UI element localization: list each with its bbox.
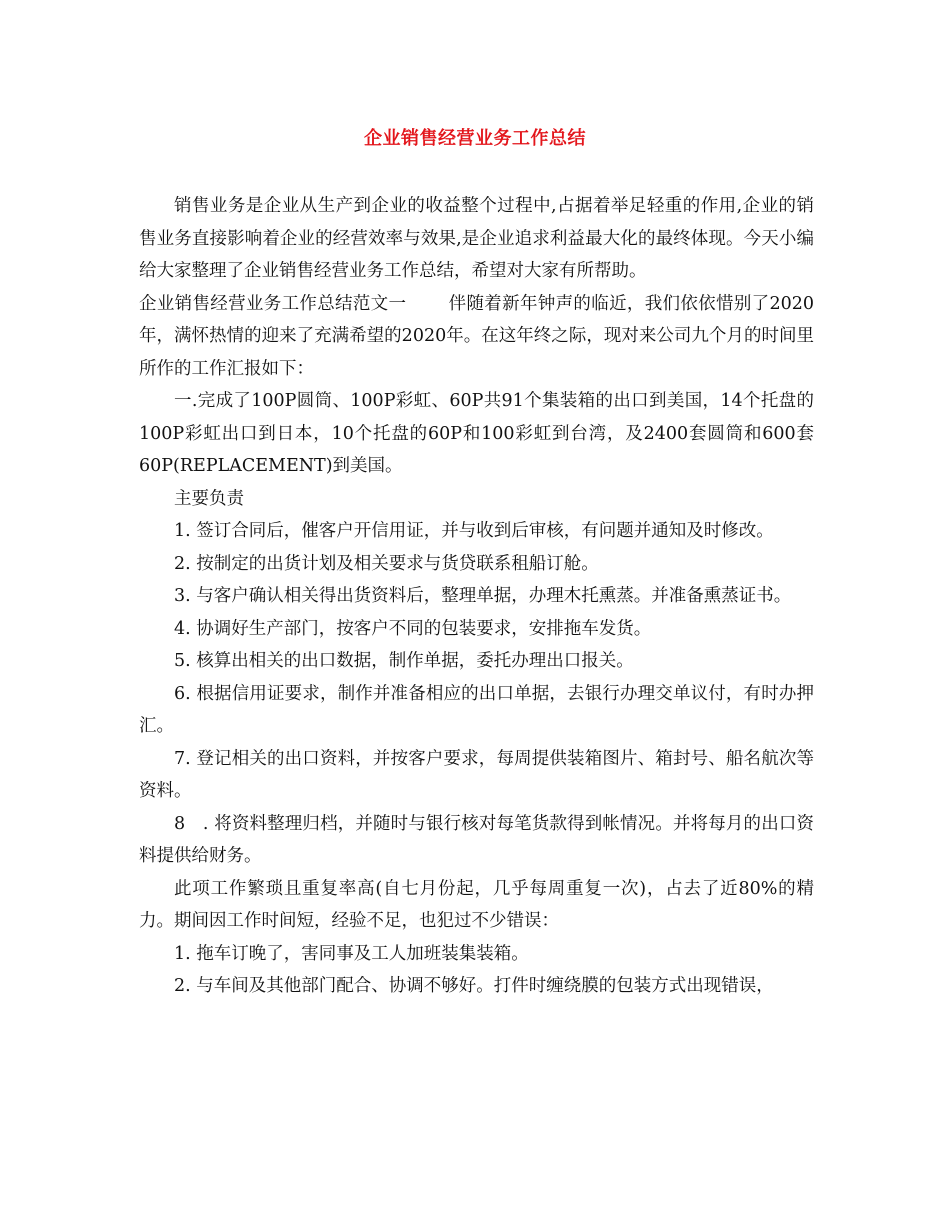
duty-item: 8 . 将资料整理归档，并随时与银行核对每笔货款得到帐情况。并将每月的出口资料提供给财务。: [139, 813, 814, 866]
duty-item: 1. 签订合同后，催客户开信用证，并与收到后审核，有问题并通知及时修改。: [174, 521, 774, 541]
sample-intro: 伴随着新年钟声的临近，我们依依惜别了2020年，满怀热情的迎来了充满希望的2020年。在这年终之际，现对来公司九个月的时间里所作的工作汇报如下：: [139, 293, 814, 379]
sample-paragraph: [139, 288, 814, 386]
mistake-item: 2. 与车间及其他部门配合、协调不够好。打件时缠绕膜的包装方式出现错误，: [174, 976, 774, 996]
mistake-item: 1. 拖车订晚了，害同事及工人加班装集装箱。: [174, 943, 529, 964]
sample-heading: 企业销售经营业务工作总结范文一: [139, 293, 407, 314]
document-body: [139, 190, 814, 1003]
intro-paragraph: 销售业务是企业从生产到企业的收益整个过程中,占据着举足轻重的作用,企业的销售业务直接影响着企业的经营效率与效果,是企业追求利益最大化的最终体现。今天小编给大家整理了企业销售经营业务工作总结，希望对大家有所帮助。: [139, 196, 814, 281]
workload-paragraph: 此项工作繁琐且重复率高(自七月份起，几乎每周重复一次)，占去了近80%的精力。期间因工作时间短，经验不足，也犯过不少错误：: [139, 878, 814, 931]
duty-item: 5. 核算出相关的出口数据，制作单据，委托办理出口报关。: [174, 651, 634, 671]
duties-heading: 主要负责: [174, 488, 244, 509]
duty-item: 6. 根据信用证要求，制作并准备相应的出口单据，去银行办理交单议付，有时办押汇。: [139, 683, 814, 736]
duty-item: 7. 登记相关的出口资料，并按客户要求，每周提供装箱图片、箱封号、船名航次等资料。: [139, 748, 814, 801]
duty-item: 4. 协调好生产部门，按客户不同的包装要求，安排拖车发货。: [174, 618, 652, 639]
document-title: 企业销售经营业务工作总结: [364, 128, 586, 149]
achievement-paragraph: 一.完成了100P圆筒、100P彩虹、60P共91个集装箱的出口到美国，14个托盘的100P彩虹出口到日本，10个托盘的60P和100彩虹到台湾，及2400套圆筒和600套60P(REPLACEMENT)到美国。: [139, 391, 814, 476]
duty-item: 3. 与客户确认相关得出货资料后，整理单据，办理木托熏蒸。并准备熏蒸证书。: [174, 586, 792, 606]
duty-item: 2. 按制定的出货计划及相关要求与货贷联系租船订舱。: [174, 553, 599, 574]
